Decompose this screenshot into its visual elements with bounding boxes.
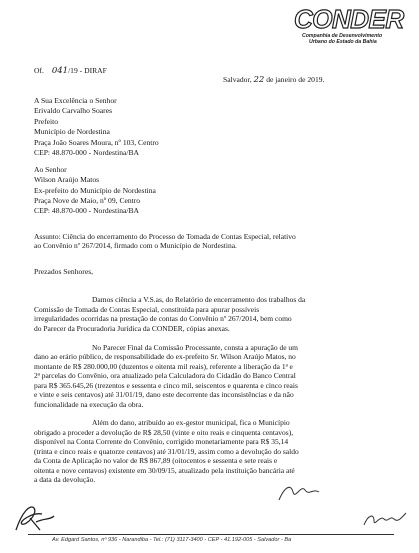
date-rest: de janeiro de 2019. <box>266 75 325 84</box>
handwritten-initials-mid <box>275 480 323 508</box>
handwritten-signature-right <box>360 505 410 533</box>
paragraph-line: (trinta e cinco reais e quatorze centavos) até 31/01/19, assim como a devolução do saldo <box>34 447 299 456</box>
paragraph-line: do Parecer da Procuradoria Jurídica da CONDER, cópias anexas. <box>34 324 230 333</box>
date-city: Salvador, <box>223 75 252 84</box>
recipient1-line: Erivaldo Carvalho Soares <box>34 106 113 115</box>
recipient2-line: Ex-prefeito do Município de Nordestina <box>34 186 156 195</box>
paragraph-line: Além do dano, atribuído ao ex-gestor municipal, fica o Município <box>92 418 290 427</box>
handwritten-initials-left <box>10 500 60 536</box>
date-day: 22 <box>253 75 265 85</box>
recipient1-line: Município de Nordestina <box>34 127 110 136</box>
subject-line: Assunto: Ciência do encerramento do Processo de Tomada de Contas Especial, relativo <box>34 232 296 241</box>
paragraph-line: 2ª parcelas do Convênio, ora atualizado pela Calculadora do Cidadão do Banco Central <box>34 371 296 380</box>
paragraph-line: No Parecer Final da Comissão Processante, consta a apuração de um <box>92 343 298 352</box>
paragraph-line: Comissão de Tomada de Contas Especial, constituída para apurar possíveis <box>34 305 260 314</box>
paragraph-line: e vinte e seis centavos) até 31/01/19, dano este decorrente das inconsistências e da não <box>34 390 294 399</box>
paragraph-line: para R$ 365.645,26 (trezentos e sessenta e cinco mil, seiscentos e quarenta e cinco reais <box>34 381 298 390</box>
greeting: Prezados Senhores, <box>34 267 94 276</box>
paragraph-line: irregularidades ocorridas na prestação de contas do Convênio nº 267/2014, bem como <box>34 314 292 323</box>
recipient2-line: Ao Senhor <box>34 165 67 174</box>
conder-logo: CONDER <box>294 4 404 34</box>
recipient2-line: CEP: 48.870-000 - Nordestina/BA <box>34 206 140 215</box>
footer-divider <box>28 534 394 535</box>
ref-prefix: Of. <box>34 66 44 75</box>
paragraph-line: funcionalidade na execução da obra. <box>34 400 144 409</box>
paragraph-line: da Conta de Aplicação no valor de R$ 867,89 (oitocentos e sessenta e sete reais e <box>34 456 278 465</box>
recipient2-line: Praça Nove de Maio, nº 09, Centro <box>34 196 141 205</box>
logo-subtitle-line1: Companhia de Desenvolvimento <box>302 33 383 39</box>
paragraph-line: montante de R$ 280.000,00 (duzentos e oitenta mil reais), referente a liberação da 1ª e <box>34 362 293 371</box>
recipient2-line: Wilson Araújo Matos <box>34 175 100 184</box>
subject-line: ao Convênio nº 267/2014, firmado com o Município de Nordestina. <box>34 241 237 250</box>
paragraph-line: oitenta e nove centavos) existente em 30/09/15, atualizado pela instituição bancária até <box>34 466 295 475</box>
recipient1-line: Prefeito <box>34 117 59 126</box>
ref-suffix: /19 - DIRAF <box>68 66 107 75</box>
footer-address: Av. Edgard Santos, nº 936 - Narandiba - Tel.: (71) 3117-3400 - CEP - 41.192-005 - Salvador - Ba <box>52 537 292 543</box>
recipient1-line: Praça João Soares Moura, nº 103, Centro <box>34 138 159 147</box>
reference-number <box>34 67 107 76</box>
recipient1-line: CEP: 48.870-000 - Nordestina/BA <box>34 148 140 157</box>
ref-handwritten-number: 041 <box>51 66 69 76</box>
paragraph-line: obrigado a proceder a devolução de R$ 28,50 (vinte e oito reais e cinquenta centavos), <box>34 428 294 437</box>
date-line <box>223 76 324 85</box>
paragraph-line: dano ao erário público, de responsabilidade do ex-prefeito Sr. Wilson Araújo Matos, no <box>34 352 296 361</box>
paragraph-line: a data da devolução. <box>34 475 96 484</box>
paragraph-line: disponível na Conta Corrente do Convênio, corrigido monetariamente para R$ 35,14 <box>34 437 289 446</box>
paragraph-line: Damos ciência a V.S.as, do Relatório de encerramento dos trabalhos da <box>92 295 306 304</box>
logo-subtitle-line2: Urbano do Estado da Bahia <box>309 39 377 45</box>
recipient1-line: A Sua Excelência o Senhor <box>34 96 117 105</box>
